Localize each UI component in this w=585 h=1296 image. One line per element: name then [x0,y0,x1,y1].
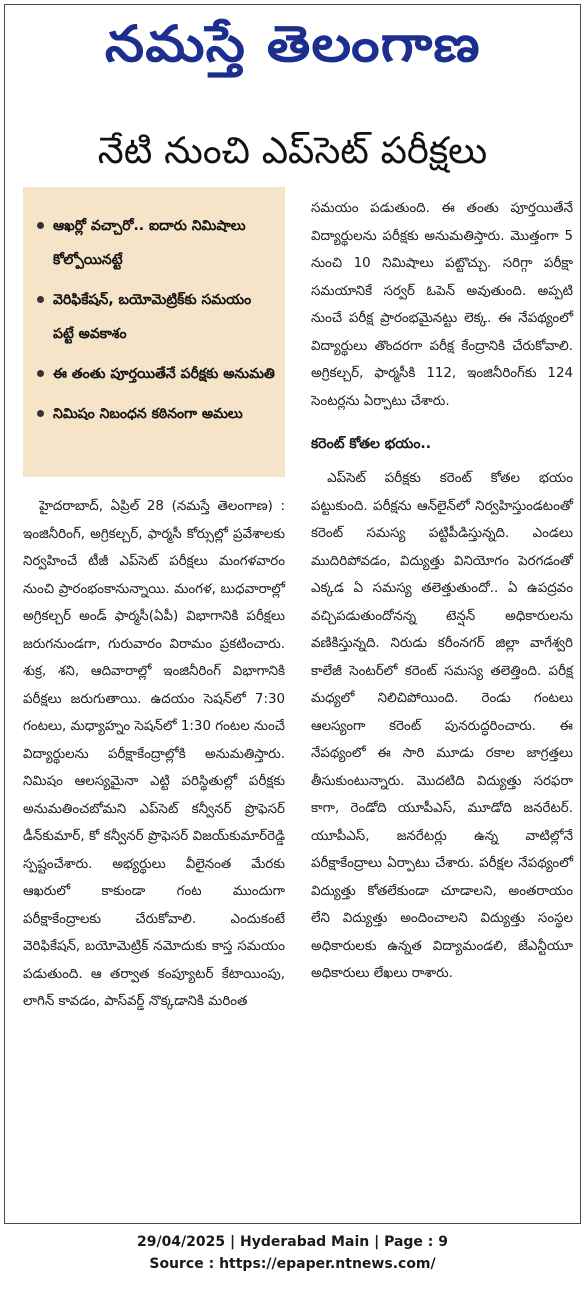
highlight-text: వెరిఫికేషన్, బయోమెట్రిక్‌కు సమయం పట్టే అవకాశం [53,292,252,342]
footer-date-edition: 29/04/2025 | Hyderabad Main | Page : 9 [136,1234,449,1250]
bullet-icon [37,296,44,303]
highlight-item [33,397,275,431]
highlight-text: ఆఖర్లో వచ్చారో.. ఐదారు నిమిషాలు కోల్పోయినట్టే [53,218,246,268]
bullet-icon [37,370,44,377]
article-paragraph: ఎప్‌సెట్ పరీక్షకు కరెంట్ కోతల భయం పట్టుకుంది. పరీక్షను ఆన్‌లైన్‌లో నిర్వహిస్తుండటంతో కరెంట్ సమస్య పట్టిపీడిస్తున్నది. ఎండలు ముదిరిపోవడం, విద్యుత్తు వినియోగం పెరగడంతో ఎక్కడ ఏ సమస్య తలెత్తుతుందో.. ఏ ఉపద్రవం వచ్చిపడుతుందోనన్న టెన్షన్ అధికారులను వణికిస్తున్నది. నిరుడు కరీంనగర్ జిల్లా వాగేశ్వరి కాలేజీ సెంటర్‌లో కరెంట్ సమస్య తలెత్తింది. పరీక్ష మధ్యలో నిలిచిపోయింది. రెండు గంటలు ఆలస్యంగా కరెంట్ పునరుద్ధరించారు. ఈ నేపథ్యంలో ఈ సారి మూడు రకాల జాగ్రత్తలు తీసుకుంటున్నారు. మొదటిది విద్యుత్తు సరఫరా కాగా, రెండోది యూపీఎస్, మూడోది జనరేటర్. యూపీఎస్, జనరేటర్లు ఉన్న వాటిల్లోనే పరీక్షాకేంద్రాలు ఏర్పాటు చేశారు. పరీక్షల నేపథ్యంలో విద్యుత్తు కోతలేకుండా చూడాలని, అంతరాయం లేని విద్యుత్తు అందించాలని విద్యుత్తు సంస్థల అధికారులకు ఉన్నత విద్యామండలి, జేఎన్టీయూ అధికారులు లేఖలు రాశారు. [311,471,573,981]
bullet-icon [37,222,44,229]
highlight-text: ఈ తంతు పూర్తయితేనే పరీక్షకు అనుమతి [53,366,275,382]
article-column-left [23,493,285,1016]
highlights-box [23,187,285,477]
highlight-item [33,357,275,391]
headline: నేటి నుంచి ఎప్‌సెట్‌ పరీక్షలు [97,129,488,172]
highlight-item [33,283,275,351]
clipping-frame [4,4,581,1224]
footer-source: Source : https://epaper.ntnews.com/ [149,1256,436,1272]
article-subheading: కరెంట్ కోతల భయం.. [311,436,432,452]
article-paragraph: సమయం పడుతుంది. ఈ తంతు పూర్తయితేనే విద్యార్థులను పరీక్షకు అనుమతిస్తారు. మొత్తంగా 5 నుంచి 10 నిమిషాలు పట్టొచ్చు. సరిగ్గా పరీక్షా సమయానికే సర్వర్ ఓపెన్ అవుతుంది. అప్పటి నుంచే పరీక్ష ప్రారంభమైనట్టు లెక్క. ఈ నేపథ్యంలో విద్యార్థులు తొందరగా పరీక్ష కేంద్రానికి చేరుకోవాలి. అగ్రికల్చర్, ఫార్మసీకి 112, ఇంజినీరింగ్‌కు 124 సెంటర్లను ఏర్పాటు చేశారు. [311,201,573,409]
masthead-logo: నమస్తే తెలంగాణ [104,15,481,73]
masthead [5,5,580,85]
article-column-right [311,195,573,988]
article-paragraph: హైదరాబాద్, ఏప్రిల్ 28 (నమస్తే తెలంగాణ) : ఇంజినీరింగ్, అగ్రికల్చర్, ఫార్మసీ కోర్సుల్లో ప్రవేశాలకు నిర్వహించే టీజీ ఎప్‌సెట్ పరీక్షలు మంగళవారం నుంచి ప్రారంభంకానున్నాయి. మంగళ, బుధవారాల్లో అగ్రికల్చర్ అండ్ ఫార్మసీ(ఏపీ) విభాగానికి పరీక్షలు జరుగనుండగా, గురువారం విరామం ప్రకటించారు. శుక్ర, శని, ఆదివారాల్లో ఇంజినీరింగ్ విభాగానికి పరీక్షలు జరుగుతాయి. ఉదయం సెషన్‌లో 7:30 గంటలు, మధ్యాహ్నం సెషన్‌లో 1:30 గంటల నుంచే విద్యార్థులను పరీక్షాకేంద్రాల్లోకి అనుమతిస్తారు. నిమిషం ఆలస్యమైనా ఎట్టి పరిస్థితుల్లో పరీక్షకు అనుమతించబోమని ఎప్‌సెట్ కన్వీనర్ ప్రొఫెసర్ డీన్‌కుమార్, కో కన్వీనర్ ప్రొఫెసర్ విజయ్‌కుమార్‌రెడ్డి స్పష్టంచేశారు. అభ్యర్థులు వీలైనంత మేరకు ఆఖరులో కాకుండా గంట ముందుగా పరీక్షాకేంద్రాలకు చేరుకోవాలి. ఎందుకంటే వెరిఫికేషన్, బయోమెట్రిక్ నమోదుకు కాస్త సమయం పడుతుంది. ఆ తర్వాత కంప్యూటర్ కేటాయింపు, లాగిన్ కావడం, పాస్‌వర్డ్ నొక్కడానికి మరింత [23,499,285,1009]
highlight-item [33,209,275,277]
highlight-text: నిమిషం నిబంధన కఠినంగా అమలు [53,406,243,422]
bullet-icon [37,410,44,417]
